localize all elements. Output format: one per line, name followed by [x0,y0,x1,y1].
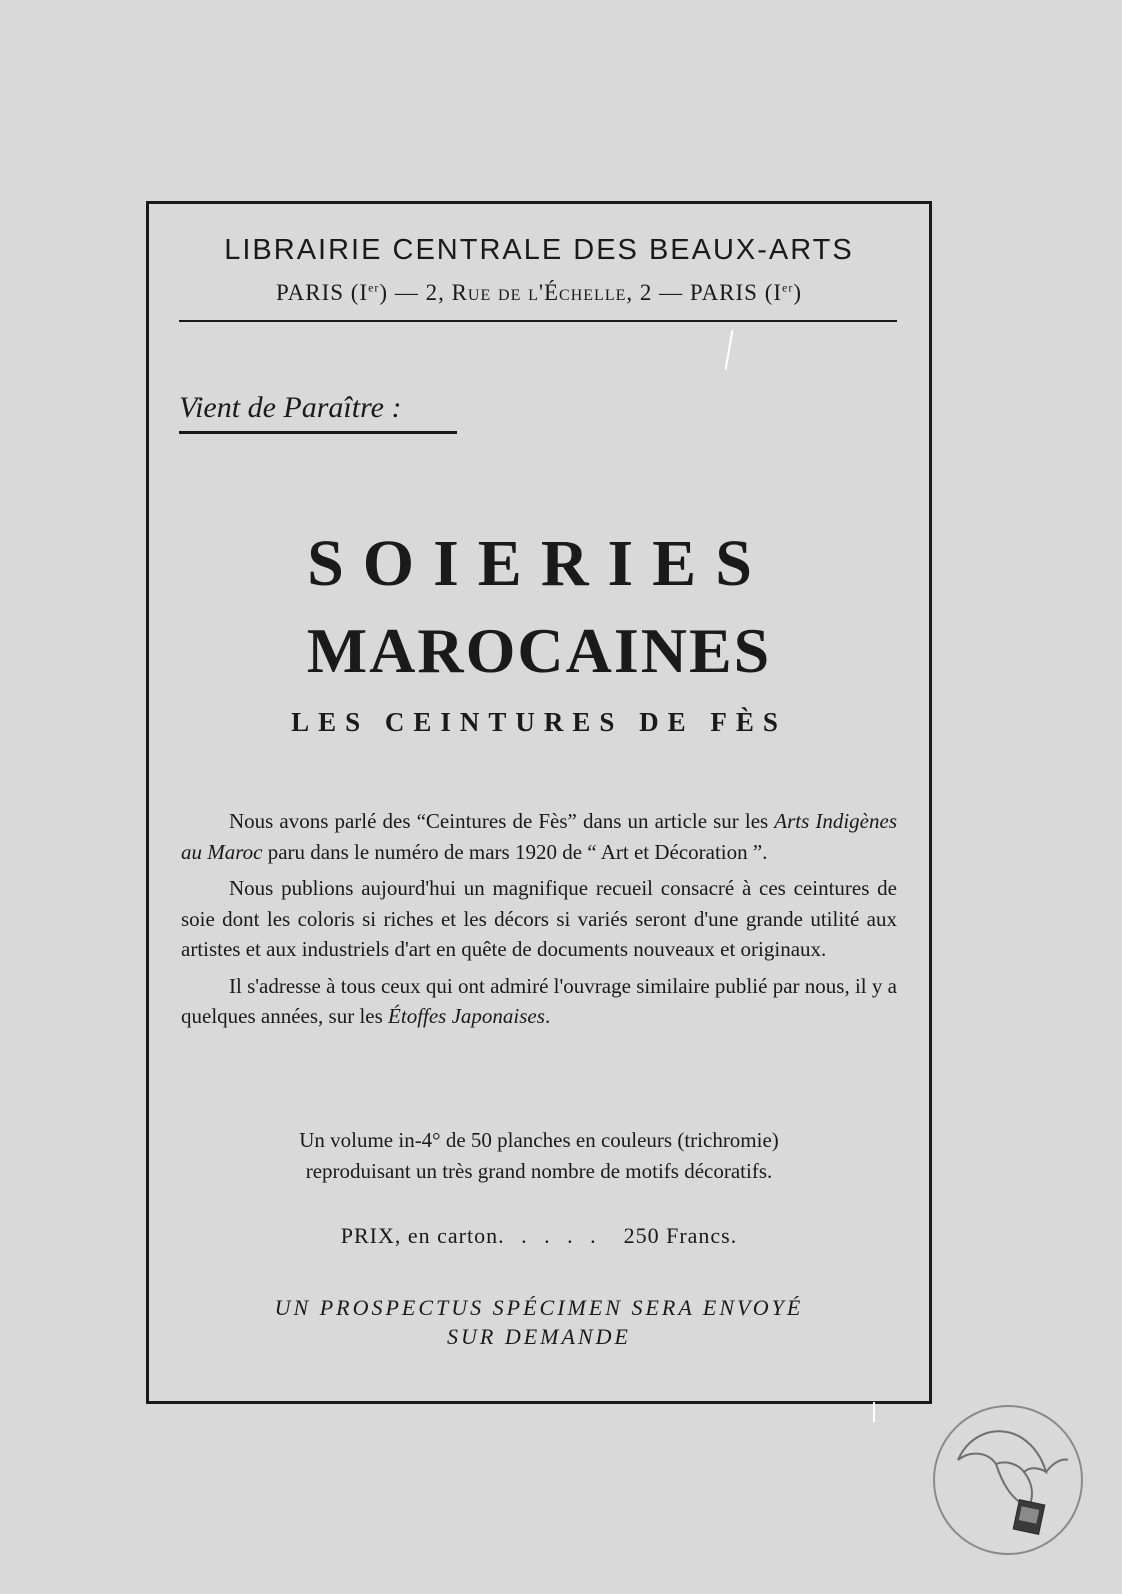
advertisement-frame [146,201,932,1404]
hand-holding-seal-icon [930,1402,1086,1558]
prospectus-line-2: SUR DEMANDE [447,1324,631,1349]
publisher-name: LIBRAIRIE CENTRALE DES BEAUX-ARTS [224,234,854,266]
paragraph-1: Nous avons parlé des “Ceintures de Fès” dans un article sur les Arts Indigènes au Maroc paru dans le numéro de mars 1920 de “ Art et Décoration ”. [181,809,897,864]
address-street: — 2, Rue de l'Échelle, 2 — [394,280,684,305]
price-dots: . . . . . [498,1223,602,1248]
price-value: 250 Francs. [623,1223,738,1248]
publisher-address [149,280,929,306]
prospectus-line-1: UN PROSPECTUS SPÉCIMEN SERA ENVOYÉ [274,1295,804,1320]
prospectus-notice [149,1293,929,1351]
price-label: PRIX, en carton [340,1223,499,1248]
paragraph-3: Il s'adresse à tous ceux qui ont admiré l'ouvrage similaire publié par nous, il y a quelques années, sur les Étoffes Japonaises. [181,973,897,1028]
paper-mark [873,1402,875,1422]
body-text [181,806,897,1038]
header-divider [179,320,897,322]
volume-description [149,1125,929,1187]
volume-line-2: reproduisant un très grand nombre de motifs décoratifs. [305,1159,773,1183]
volume-line-1: Un volume in-4° de 50 planches en couleurs (trichromie) [299,1128,779,1152]
price-line [149,1223,929,1249]
paragraph-2: Nous publions aujourd'hui un magnifique recueil consacré à ces ceintures de soie dont les coloris si riches et les décors si variés seront d'une grande utilité aux artistes et aux industriels d'art en quête de documents nouveaux et originaux. [181,876,897,961]
address-city-right: PARIS (Ier) [689,280,803,305]
title-line-2: MAROCAINES [306,615,772,686]
announcement-heading: Vient de Paraître : [179,391,457,434]
subtitle: LES CEINTURES DE FÈS [291,707,787,737]
title-line-1: SOIERIES [307,527,771,600]
address-city-left: PARIS (Ier) [275,280,389,305]
